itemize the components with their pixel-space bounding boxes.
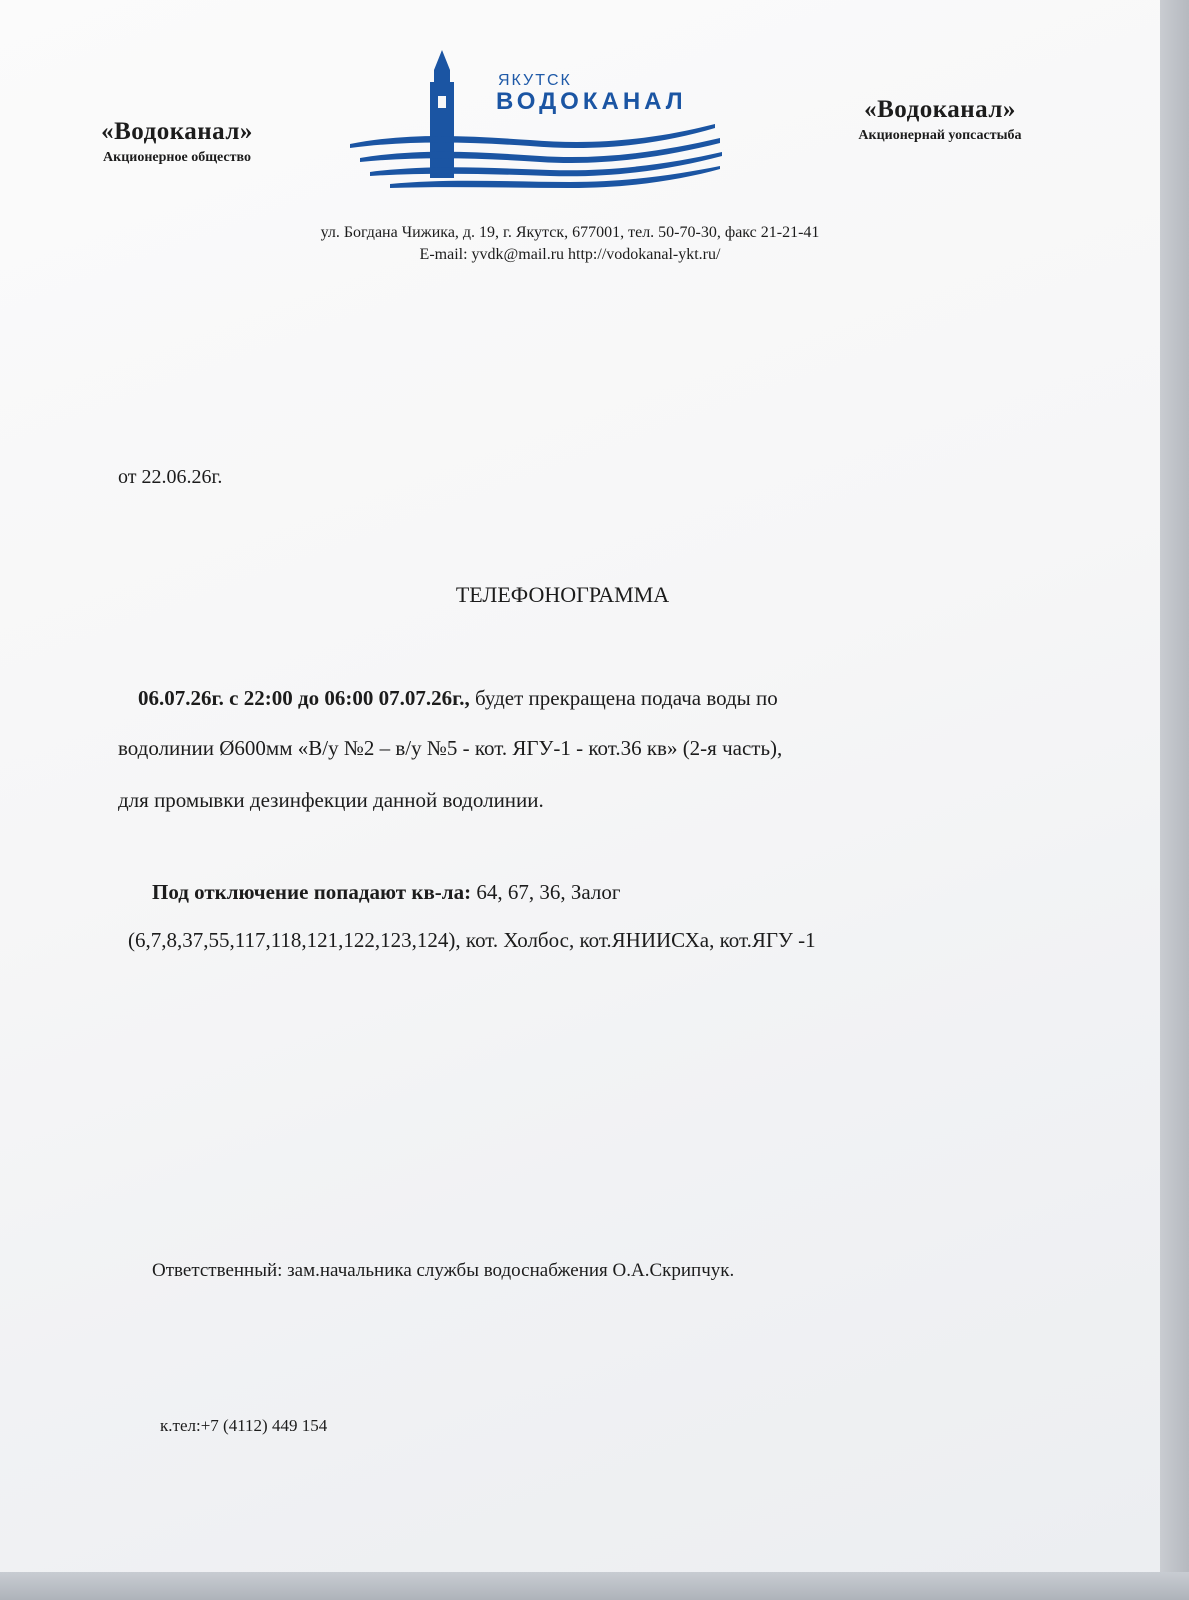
document-title: ТЕЛЕФОНОГРАММА	[455, 582, 670, 607]
notice-line-2: водолинии Ø600мм «В/у №2 – в/у №5 - кот. ЯГУ-1 - кот.36 кв» (2-я часть),	[118, 736, 783, 760]
logo-city-text: ЯКУТСК	[498, 72, 572, 89]
contact-line: E-mail: yvdk@mail.ru http://vodokanal-ykt.ru/	[419, 246, 721, 263]
company-address	[200, 222, 940, 266]
notice-period: 06.07.26г. с 22:00 до 06:00 07.07.26г.,	[138, 686, 470, 710]
org-subtitle-right: Акционернай уопсастыба	[858, 128, 1022, 143]
page-edge-shadow	[1160, 0, 1189, 1600]
org-header-right	[810, 96, 1070, 144]
org-subtitle-left: Акционерное общество	[103, 150, 251, 165]
address-line: ул. Богдана Чижика, д. 19, г. Якутск, 677001, тел. 50-70-30, факс 21-21-41	[320, 224, 820, 241]
tower-waves-logo-icon	[350, 48, 730, 198]
affected-line-2: (6,7,8,37,55,117,118,121,122,123,124), кот. Холбос, кот.ЯНИИСХа, кот.ЯГУ -1	[128, 928, 816, 952]
contact-phone: к.тел:+7 (4112) 449 154	[160, 1416, 328, 1435]
affected-label: Под отключение попадают кв-ла:	[152, 880, 472, 904]
org-name-right: «Водоканал»	[864, 96, 1016, 123]
logo-brand-text: ВОДОКАНАЛ	[496, 88, 687, 115]
affected-blocks: 64, 67, 36, Залог	[471, 880, 621, 904]
notice-line-3: для промывки дезинфекции данной водолинии.	[118, 788, 544, 812]
document-date: от 22.06.26г.	[118, 466, 223, 488]
vodokanal-logo	[350, 48, 730, 198]
notice-line-1	[138, 686, 778, 711]
affected-line-1	[152, 880, 620, 905]
org-header-left	[62, 118, 292, 166]
page-bottom-shadow	[0, 1572, 1189, 1600]
responsible-person: Ответственный: зам.начальника службы водоснабжения О.А.Скрипчук.	[152, 1260, 735, 1281]
org-name-left: «Водоканал»	[101, 118, 253, 145]
notice-action: будет прекращена подача воды по	[469, 686, 778, 710]
